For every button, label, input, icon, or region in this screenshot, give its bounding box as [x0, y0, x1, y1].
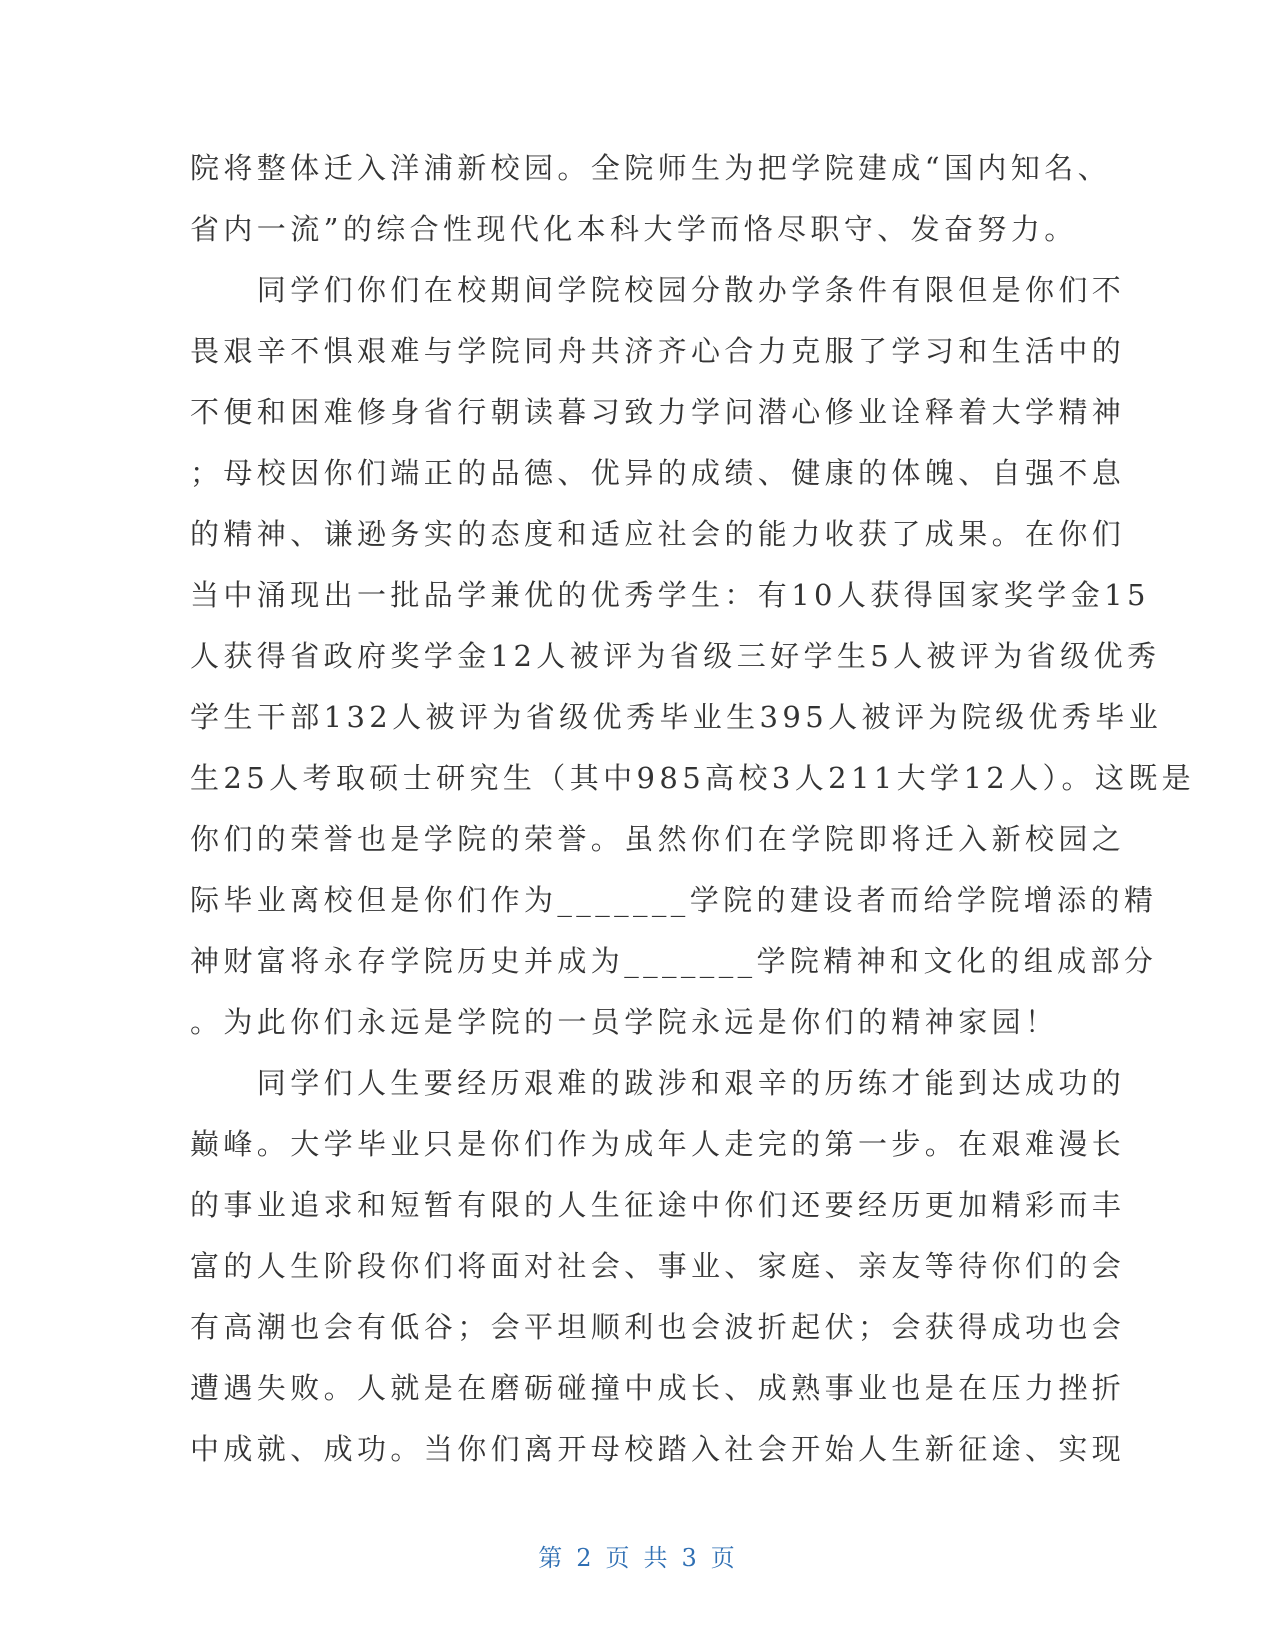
total-pages: 3: [681, 1544, 699, 1572]
text-line: 富的人生阶段你们将面对社会、事业、家庭、亲友等待你们的会: [190, 1249, 1126, 1283]
text-line: 遭遇失败。人就是在磨砺碰撞中成长、成熟事业也是在压力挫折: [190, 1371, 1126, 1405]
text-line: 院将整体迁入洋浦新校园。全院师生为把学院建成“国内知名、: [190, 151, 1112, 185]
text-line: 人获得省政府奖学金12人被评为省级三好学生5人被评为省级优秀: [190, 639, 1161, 673]
text-line: 不便和困难修身省行朝读暮习致力学问潜心修业诠释着大学精神: [190, 395, 1126, 429]
text-line: 畏艰辛不惧艰难与学院同舟共济齐心合力克服了学习和生活中的: [190, 334, 1126, 368]
text-line: 省内一流”的综合性现代化本科大学而恪尽职守、发奋努力。: [190, 212, 1078, 246]
text-line: 学生干部132人被评为省级优秀毕业生395人被评为院级优秀毕业: [190, 700, 1163, 734]
text-line: 生25人考取硕士研究生（其中985高校3人211大学12人）。这既是: [190, 761, 1196, 795]
page-number: 2: [576, 1544, 594, 1572]
text-line: 巅峰。大学毕业只是你们作为成年人走完的第一步。在艰难漫长: [190, 1127, 1126, 1161]
total-unit: 页: [710, 1544, 737, 1572]
page-unit: 页: [605, 1544, 632, 1572]
body-text: [190, 138, 1196, 1480]
total-label: 共: [643, 1544, 670, 1572]
text-line: 有高潮也会有低谷；会平坦顺利也会波折起伏；会获得成功也会: [190, 1310, 1126, 1344]
text-line: 。为此你们永远是学院的一员学院永远是你们的精神家园！: [190, 1005, 1059, 1039]
text-line: 神财富将永存学院历史并成为_______学院精神和文化的组成部分: [190, 944, 1158, 978]
text-line: 的事业追求和短暂有限的人生征途中你们还要经历更加精彩而丰: [190, 1188, 1126, 1222]
page-footer: [0, 1538, 1275, 1573]
text-line: 际毕业离校但是你们作为_______学院的建设者而给学院增添的精: [190, 883, 1158, 917]
paragraph-start-line: 同学们人生要经历艰难的跋涉和艰辛的历练才能到达成功的: [190, 1066, 1126, 1100]
page-label: 第: [538, 1544, 565, 1572]
text-line: 的精神、谦逊务实的态度和适应社会的能力收获了成果。在你们: [190, 517, 1126, 551]
text-line: ；母校因你们端正的品德、优异的成绩、健康的体魄、自强不息: [190, 456, 1126, 490]
text-line: 当中涌现出一批品学兼优的优秀学生：有10人获得国家奖学金15: [190, 578, 1150, 612]
text-line: 中成就、成功。当你们离开母校踏入社会开始人生新征途、实现: [190, 1432, 1126, 1466]
paragraph-start-line: 同学们你们在校期间学院校园分散办学条件有限但是你们不: [190, 273, 1126, 307]
text-line: 你们的荣誉也是学院的荣誉。虽然你们在学院即将迁入新校园之: [190, 822, 1126, 856]
